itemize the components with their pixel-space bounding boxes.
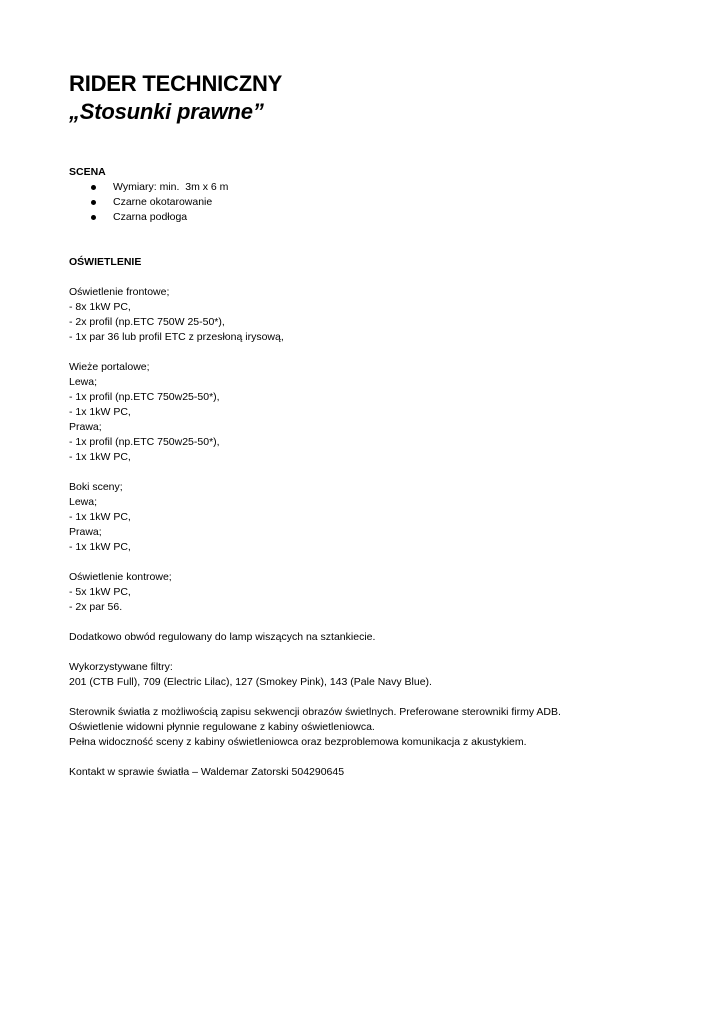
front-lighting-block bbox=[69, 285, 669, 345]
list-item: Wymiary: min. 3m x 6 m bbox=[69, 180, 669, 195]
list-item: Czarne okotarowanie bbox=[69, 195, 669, 210]
bullet-icon bbox=[91, 215, 96, 220]
text-line: - 1x profil (np.ETC 750w25-50*), bbox=[69, 391, 220, 403]
text-line: 201 (CTB Full), 709 (Electric Lilac), 127 (Smokey Pink), 143 (Pale Navy Blue). bbox=[69, 676, 432, 688]
text-line: Oświetlenie kontrowe; bbox=[69, 571, 172, 583]
stage-sides-block bbox=[69, 480, 669, 555]
list-item: Czarna podłoga bbox=[69, 210, 669, 225]
text-line: - 5x 1kW PC, bbox=[69, 586, 131, 598]
scena-list bbox=[69, 180, 669, 225]
section-heading-oswietlenie: OŚWIETLENIE bbox=[69, 256, 142, 268]
document-title: RIDER TECHNICZNY bbox=[69, 71, 283, 96]
text-line: Lewa; bbox=[69, 496, 98, 508]
bullet-icon bbox=[91, 185, 96, 190]
text-line: - 1x par 36 lub profil ETC z przesłoną irysową, bbox=[69, 331, 284, 343]
section-heading-scena: SCENA bbox=[69, 166, 106, 178]
text-line: - 8x 1kW PC, bbox=[69, 301, 131, 313]
text-line: - 1x 1kW PC, bbox=[69, 406, 131, 418]
portal-towers-block bbox=[69, 360, 669, 465]
text-line: Oświetlenie frontowe; bbox=[69, 286, 170, 298]
text-line: Prawa; bbox=[69, 421, 102, 433]
additional-circuit-text: Dodatkowo obwód regulowany do lamp wiszących na sztankiecie. bbox=[69, 631, 376, 643]
back-lighting-block bbox=[69, 570, 669, 615]
text-line: Wykorzystywane filtry: bbox=[69, 661, 173, 673]
text-line: - 1x 1kW PC, bbox=[69, 511, 131, 523]
text-line: Sterownik światła z możliwością zapisu sekwencji obrazów świetlnych. Preferowane sterowniki firmy ADB. bbox=[69, 706, 561, 718]
controller-block bbox=[69, 705, 669, 750]
text-line: Lewa; bbox=[69, 376, 98, 388]
text-line: - 2x profil (np.ETC 750W 25-50*), bbox=[69, 316, 225, 328]
text-line: Prawa; bbox=[69, 526, 102, 538]
text-line: Boki sceny; bbox=[69, 481, 123, 493]
document-page bbox=[69, 70, 669, 780]
text-line: - 1x 1kW PC, bbox=[69, 451, 131, 463]
contact-text: Kontakt w sprawie światła – Waldemar Zatorski 504290645 bbox=[69, 766, 345, 778]
filters-block bbox=[69, 660, 669, 690]
bullet-icon bbox=[91, 200, 96, 205]
document-subtitle: „Stosunki prawne” bbox=[69, 99, 264, 124]
text-line: Wieże portalowe; bbox=[69, 361, 150, 373]
text-line: - 2x par 56. bbox=[69, 601, 123, 613]
text-line: Pełna widoczność sceny z kabiny oświetleniowca oraz bezproblemowa komunikacja z akustykiem. bbox=[69, 736, 527, 748]
text-line: - 1x profil (np.ETC 750w25-50*), bbox=[69, 436, 220, 448]
text-line: - 1x 1kW PC, bbox=[69, 541, 131, 553]
text-line: Oświetlenie widowni płynnie regulowane z kabiny oświetleniowca. bbox=[69, 721, 375, 733]
